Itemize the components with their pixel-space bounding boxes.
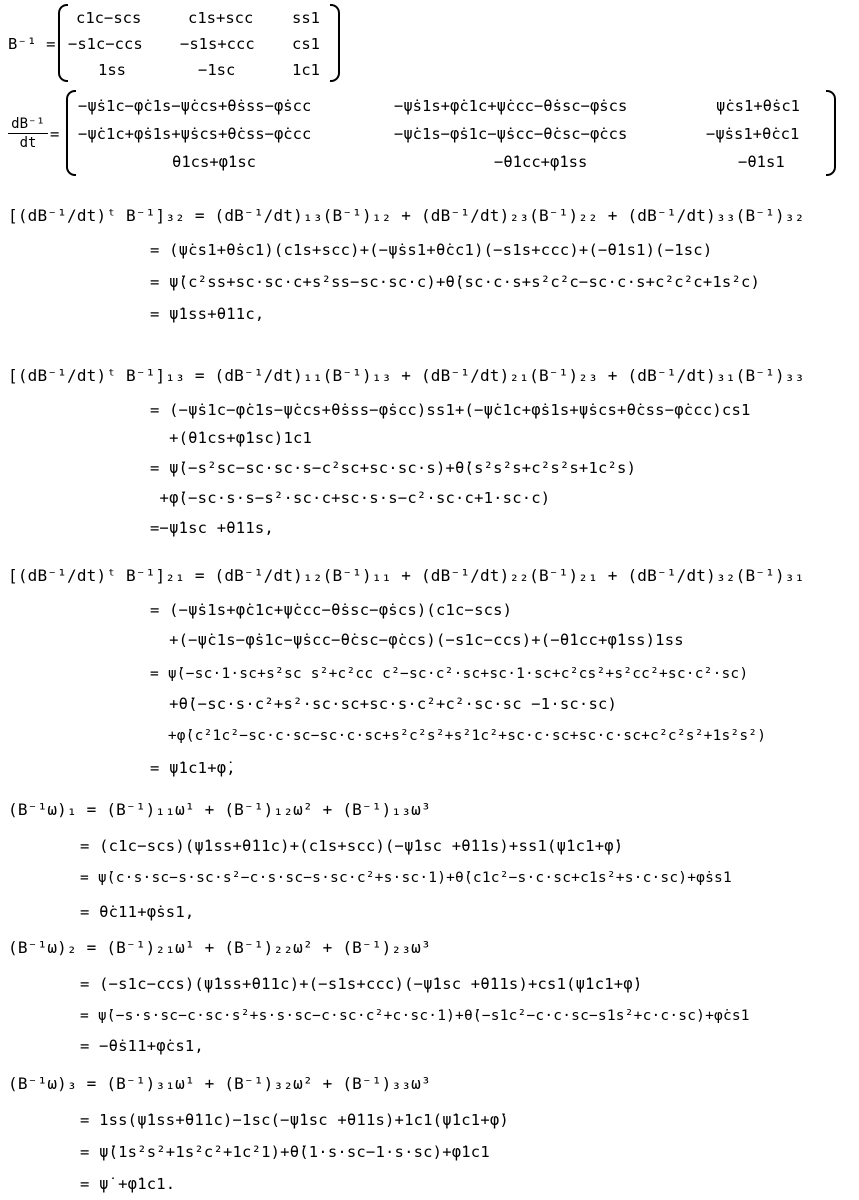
dbinv-m11: −ψ̇s1c−φ̇c1s−ψ̇ccs+θ̇sss−φ̇scc <box>78 97 312 115</box>
binv-m11: c1c−scs <box>76 9 142 27</box>
dbinv-m13: ψ̇cs1+θ̇sc1 <box>716 97 800 115</box>
omega1-line-1: = (c1c−scs)(ψ̇1ss+θ̇11c)+(c1s+scc)(−ψ̇1sc +θ̇11s)+ss1(ψ̇1c1+φ̇) <box>80 837 624 855</box>
omega2-line-3: = −θ̇s11+φ̇cs1, <box>80 1037 204 1055</box>
dbinv-equals: = <box>50 125 60 143</box>
dbinv-m32: −θ̇1cc+φ̇1ss <box>494 153 588 171</box>
sec13-line-1: = (−ψ̇s1c−φ̇c1s−ψ̇ccs+θ̇sss−φ̇scc)ss1+(−ψ̇c1c+φ̇s1s+ψ̇scs+θ̇css−φ̇ccc)cs1 <box>150 401 751 419</box>
sec32-head: [(dB⁻¹/dt)ᵗ B⁻¹]₃₂ = (dB⁻¹/dt)₁₃(B⁻¹)₁₂ + (dB⁻¹/dt)₂₃(B⁻¹)₂₂ + (dB⁻¹/dt)₃₃(B⁻¹)₃₂ <box>8 206 805 225</box>
dbinv-m22: −ψ̇c1s−φ̇s1c−ψ̇scc−θ̇csc−φ̇ccs <box>394 125 628 143</box>
sec21-line-5: +φ̇(c²1c²−sc·c·sc−sc·c·sc+s²c²s²+s²1c²+sc·c·sc+sc·c·sc+c²c²s²+1s²s²) <box>150 728 767 744</box>
sec21-line-6: = ψ̇1c1+φ̇, <box>150 759 236 777</box>
binv-m32: −1sc <box>198 61 236 79</box>
dbinv-m23: −ψ̇ss1+θ̇cc1 <box>706 125 800 143</box>
dbinv-m12: −ψ̇s1s+φ̇c1c+ψ̇ccc−θ̇ssc−φ̇scs <box>394 97 628 115</box>
omega2-line-1: = (−s1c−ccs)(ψ̇1ss+θ̇11c)+(−s1s+ccc)(−ψ̇1sc +θ̇11s)+cs1(ψ̇1c1+φ̇) <box>80 975 643 993</box>
fraction-numerator: dB⁻¹ <box>11 116 45 132</box>
sec32-line-3: = ψ̇1ss+θ̇11c, <box>150 305 265 323</box>
binv-m12: c1s+scc <box>188 9 254 27</box>
sec13-line-4: +φ̇(−sc·s·s−s²·sc·c+sc·s·s−c²·sc·c+1·sc·c) <box>150 489 551 507</box>
binv-m13: ss1 <box>292 9 320 27</box>
binv-m21: −s1c−ccs <box>68 35 143 53</box>
binv-matrix <box>58 4 340 82</box>
sec13-line-5: =−ψ̇1sc +θ̇11s, <box>150 519 274 537</box>
dbinv-m31: θ̇1cs+φ̇1sc <box>172 153 256 171</box>
sec13-line-3: = ψ̇(−s²sc−sc·sc·s−c²sc+sc·sc·s)+θ̇(s²s²s+c²s²s+1c²s) <box>150 459 637 477</box>
omega1-line-3: = θ̇c11+φ̇ss1, <box>80 903 195 921</box>
dbinv-m33: −θ̇1s1 <box>738 153 785 171</box>
sec21-head: [(dB⁻¹/dt)ᵗ B⁻¹]₂₁ = (dB⁻¹/dt)₁₂(B⁻¹)₁₁ + (dB⁻¹/dt)₂₂(B⁻¹)₂₁ + (dB⁻¹/dt)₃₂(B⁻¹)₃₁ <box>8 566 805 585</box>
sec21-line-2: +(−ψ̇c1s−φ̇s1c−ψ̇scc−θ̇csc−φ̇ccs)(−s1c−ccs)+(−θ̇1cc+φ̇1ss)1ss <box>150 631 684 649</box>
binv-m23: cs1 <box>292 35 320 53</box>
dbinv-matrix <box>66 90 836 176</box>
sec21-line-4: +θ̇(−sc·s·c²+s²·sc·sc+sc·s·c²+c²·sc·sc −1·sc·sc) <box>150 695 618 713</box>
sec13-line-2: +(θ̇1cs+φ̇1sc)1c1 <box>150 429 313 447</box>
fraction-denominator: dt <box>19 135 37 151</box>
omega3-line-2: = ψ̇(1s²s²+1s²c²+1c²1)+θ̇(1·s·sc−1·s·sc)+φ̇1c1 <box>80 1143 490 1161</box>
sec32-line-1: = (ψ̇cs1+θ̇sc1)(c1s+scc)+(−ψ̇ss1+θ̇cc1)(−s1s+ccc)+(−θ̇1s1)(−1sc) <box>150 241 713 259</box>
binv-lhs: B⁻¹ = <box>8 35 56 53</box>
omega3-line-3: = ψ̇ +φ̇1c1. <box>80 1175 176 1193</box>
binv-m22: −s1s+ccc <box>180 35 255 53</box>
omega3-head: (B⁻¹ω)₃ = (B⁻¹)₃₁ω¹ + (B⁻¹)₃₂ω² + (B⁻¹)₃₃ω³ <box>8 1074 431 1093</box>
omega3-line-1: = 1ss(ψ̇1ss+θ̇11c)−1sc(−ψ̇1sc +θ̇11s)+1c1(ψ̇1c1+φ̇) <box>80 1111 509 1129</box>
sec32-line-2: = ψ̇(c²ss+sc·sc·c+s²ss−sc·sc·c)+θ̇(sc·c·s+s²c²c−sc·c·s+c²c²c+1s²c) <box>150 273 761 291</box>
binv-m33: 1c1 <box>292 61 320 79</box>
sec21-line-3: = ψ̇(−sc·1·sc+s²sc s²+c²cc c²−sc·c²·sc+sc·1·sc+c²cs²+s²cc²+sc·c²·sc) <box>150 666 749 682</box>
omega1-head: (B⁻¹ω)₁ = (B⁻¹)₁₁ω¹ + (B⁻¹)₁₂ω² + (B⁻¹)₁₃ω³ <box>8 800 431 819</box>
sec21-line-1: = (−ψ̇s1s+φ̇c1c+ψ̇ccc−θ̇ssc−φ̇scs)(c1c−scs) <box>150 601 513 619</box>
dbinv-fraction <box>8 116 48 151</box>
dbinv-m21: −ψ̇c1c+φ̇s1s+ψ̇scs+θ̇css−φ̇ccc <box>78 125 312 143</box>
binv-m31: 1ss <box>98 61 126 79</box>
omega1-line-2: = ψ̇(c·s·sc−s·sc·s²−c·s·sc−s·sc·c²+s·sc·1)+θ̇(c1c²−s·c·sc+c1s²+s·c·sc)+φ̇ss1 <box>80 870 732 886</box>
sec13-head: [(dB⁻¹/dt)ᵗ B⁻¹]₁₃ = (dB⁻¹/dt)₁₁(B⁻¹)₁₃ + (dB⁻¹/dt)₂₁(B⁻¹)₂₃ + (dB⁻¹/dt)₃₁(B⁻¹)₃₃ <box>8 366 805 385</box>
omega2-head: (B⁻¹ω)₂ = (B⁻¹)₂₁ω¹ + (B⁻¹)₂₂ω² + (B⁻¹)₂₃ω³ <box>8 938 431 957</box>
omega2-line-2: = ψ̇(−s·s·sc−c·sc·s²+s·s·sc−c·sc·c²+c·sc·1)+θ̇(−s1c²−c·c·sc−s1s²+c·c·sc)+φ̇cs1 <box>80 1008 750 1024</box>
